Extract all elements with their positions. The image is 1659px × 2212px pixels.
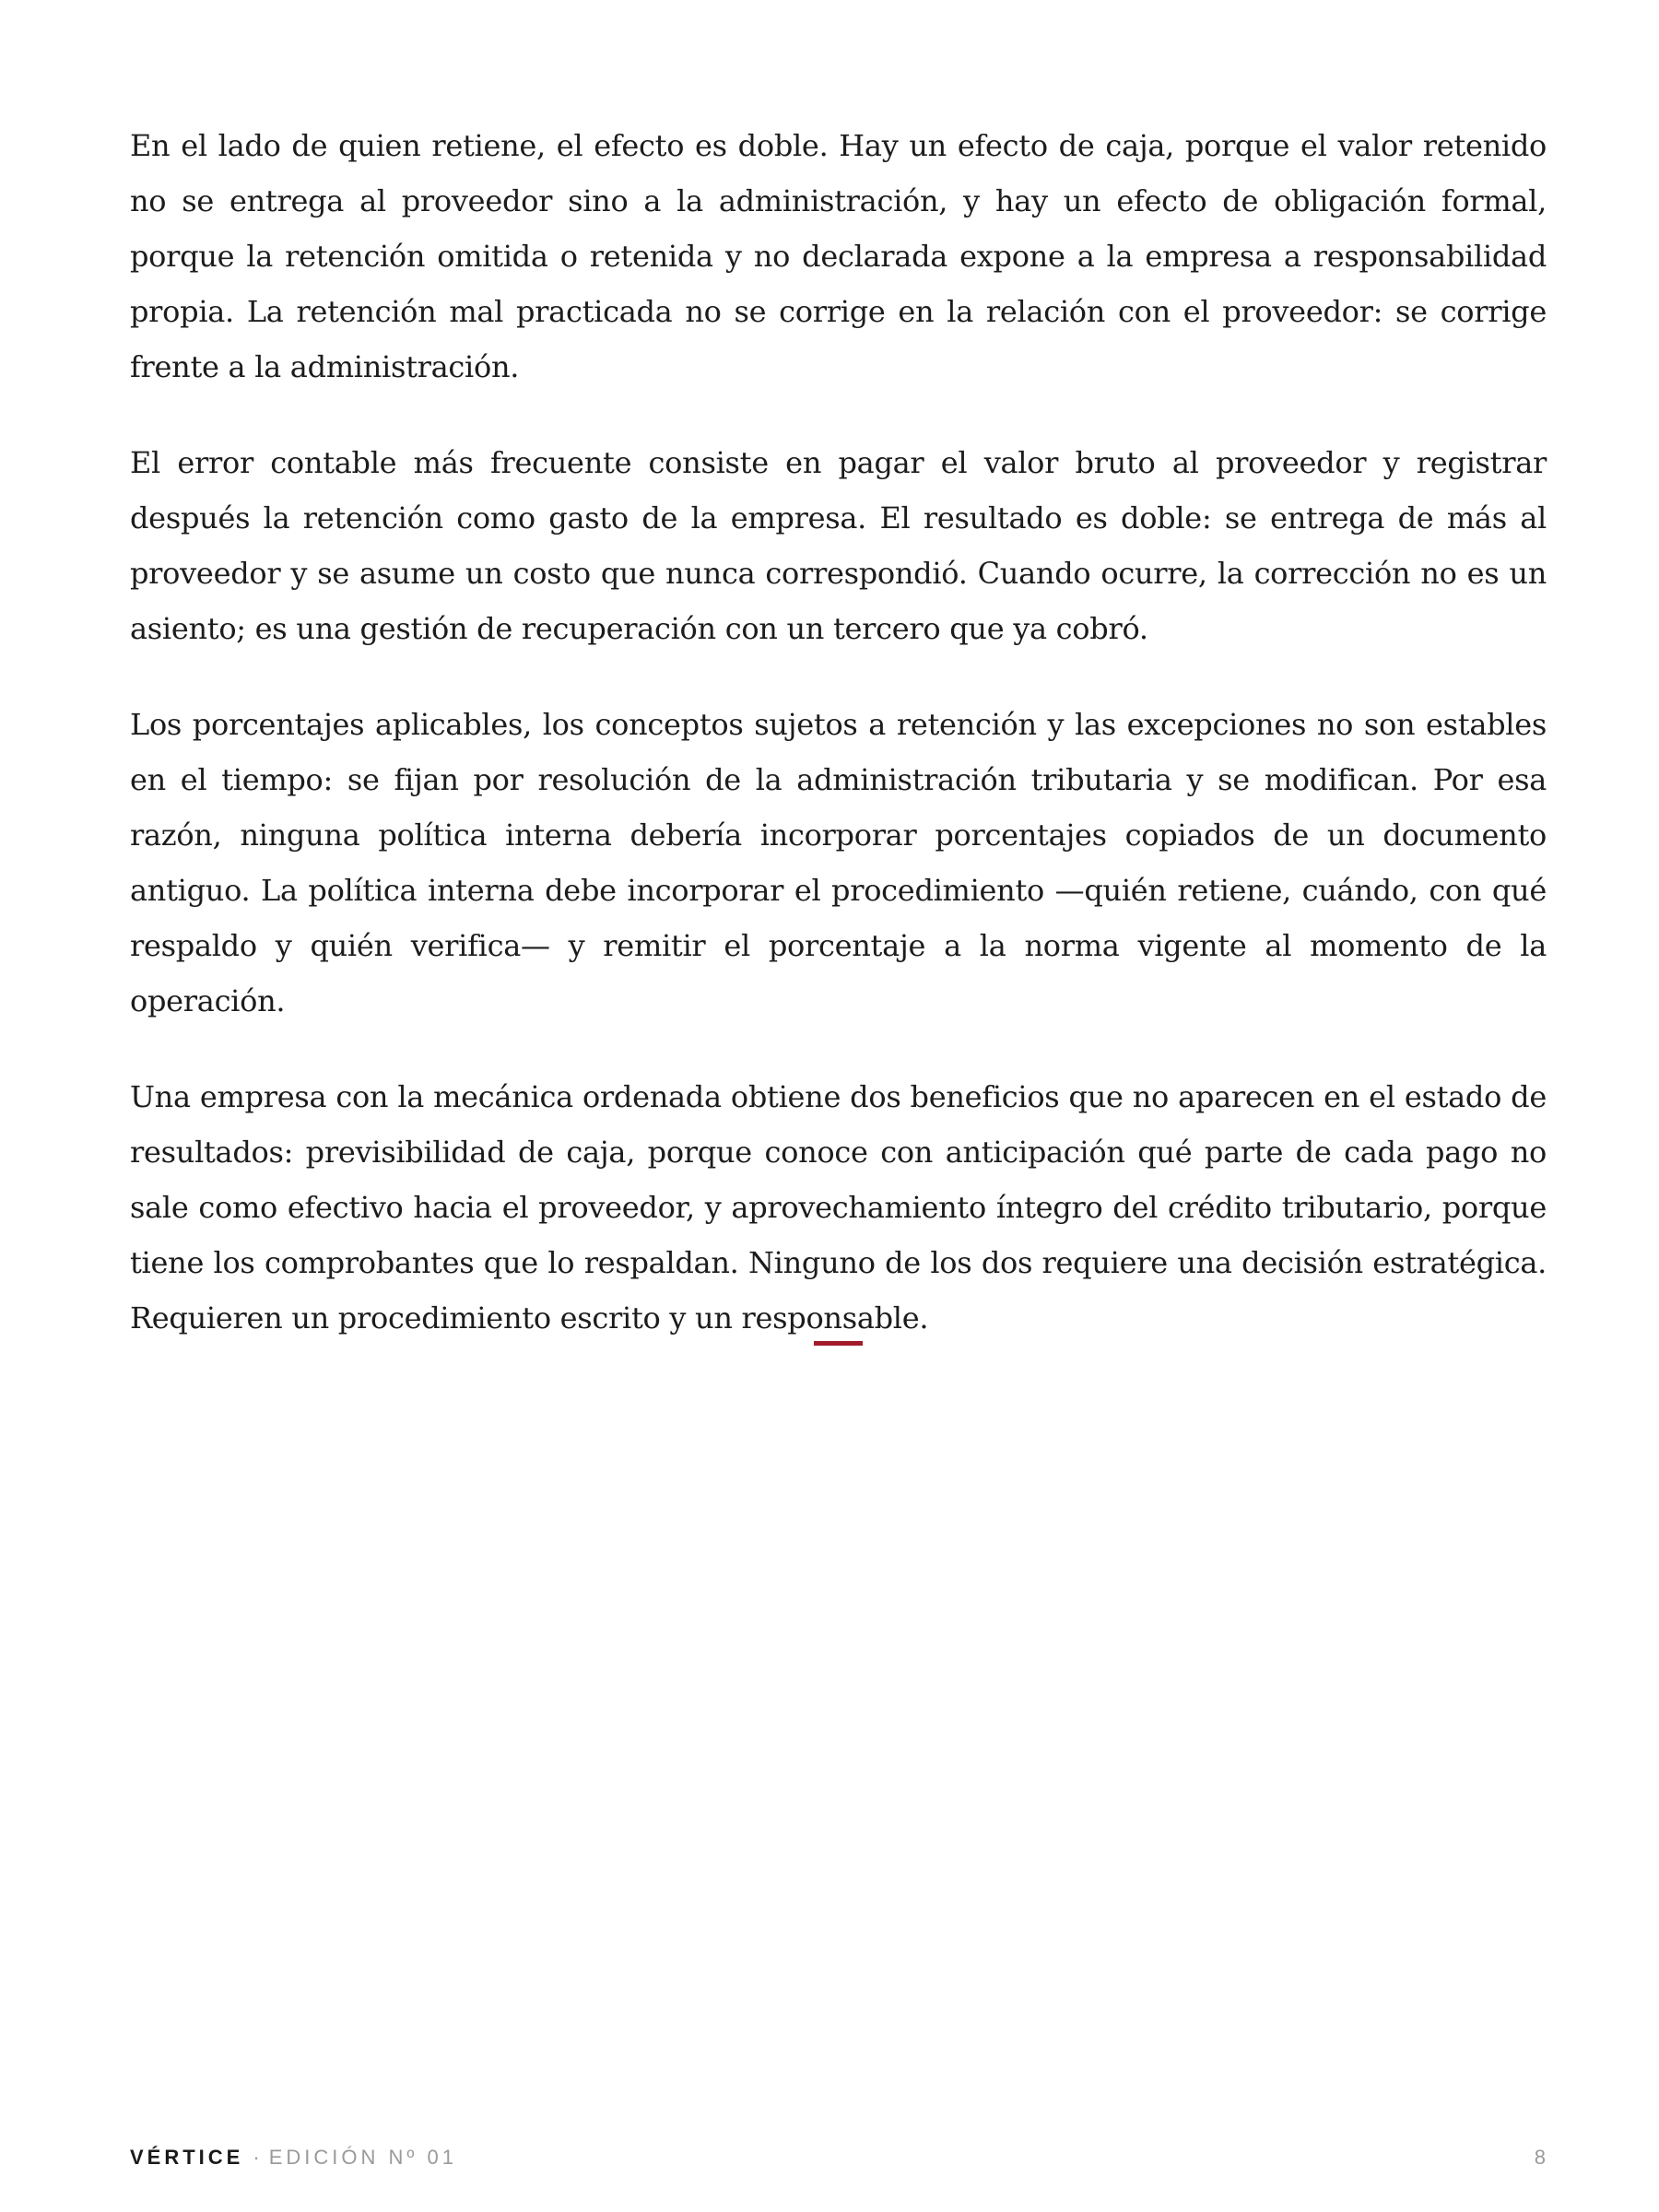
footer-separator: · <box>253 2146 260 2169</box>
page-number: 8 <box>1534 2146 1547 2169</box>
publication-name: VÉRTICE <box>130 2146 244 2169</box>
page-footer <box>130 2144 1547 2171</box>
end-of-article-mark <box>814 1341 863 1346</box>
article-body <box>130 118 1547 1386</box>
paragraph-3: Los porcentajes aplicables, los conceptos sujetos a retención y las excepciones no son estables en el tiempo: se fijan por resolución de la administración tributaria y se modifican. Por esa razón, ninguna política interna debería incorporar porcentajes copiados de un documento antiguo. La política interna debe incorporar el procedimiento —quién retiene, cuándo, con qué respaldo y quién verifica— y remitir el porcentaje a la norma vigente al momento de la operación. <box>130 707 1547 1018</box>
footer-publication <box>130 2146 457 2170</box>
paragraph-4: Una empresa con la mecánica ordenada obtiene dos beneficios que no aparecen en el estado de resultados: previsibilidad de caja, porque conoce con anticipación qué parte de cada pago no sale como efectivo hacia el proveedor, y aprovechamiento íntegro del crédito tributario, porque tiene los comprobantes que lo respaldan. Ninguno de los dos requiere una decisión estratégica. Requieren un procedimiento escrito y un responsable. <box>130 1079 1547 1335</box>
edition-label: EDICIÓN Nº 01 <box>268 2146 457 2169</box>
paragraph-1: En el lado de quien retiene, el efecto es doble. Hay un efecto de caja, porque el valor retenido no se entrega al proveedor sino a la administración, y hay un efecto de obligación formal, porque la retención omitida o retenida y no declarada expone a la empresa a responsabilidad propia. La retención mal practicada no se corrige en la relación con el proveedor: se corrige frente a la administración. <box>130 128 1547 384</box>
paragraph-2: El error contable más frecuente consiste en pagar el valor bruto al proveedor y registrar después la retención como gasto de la empresa. El resultado es doble: se entrega de más al proveedor y se asume un costo que nunca correspondió. Cuando ocurre, la corrección no es un asiento; es una gestión de recuperación con un tercero que ya cobró. <box>130 445 1547 646</box>
